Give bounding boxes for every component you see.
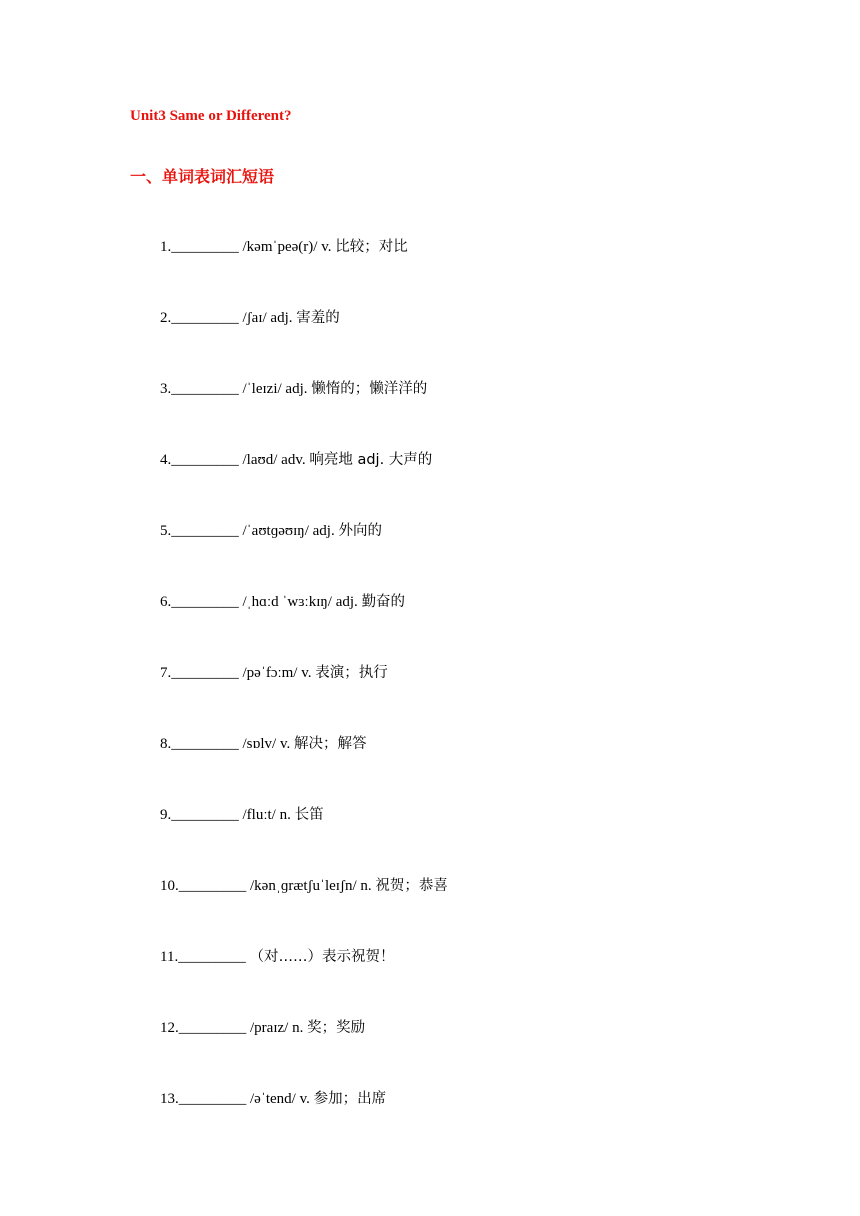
part-of-speech: v.: [301, 665, 312, 681]
item-number: 10.: [160, 878, 179, 894]
item-number: 9.: [160, 807, 172, 823]
meaning: 解决；解答: [293, 736, 367, 752]
meaning: 参加；出席: [313, 1091, 387, 1107]
unit-title: Unit3 Same or Different?: [130, 108, 292, 124]
phonetic: /kəmˈpeə(r)/: [242, 239, 318, 255]
phonetic: /əˈtend/: [250, 1091, 296, 1107]
list-item: [160, 378, 448, 449]
list-item: [160, 733, 448, 804]
item-number: 1.: [160, 239, 172, 255]
item-number: 7.: [160, 665, 172, 681]
phonetic: /praɪz/: [250, 1020, 289, 1036]
item-number: 12.: [160, 1020, 179, 1036]
phonetic: /pəˈfɔːm/: [242, 665, 298, 681]
item-number: 11.: [160, 949, 179, 965]
answer-blank: _________: [171, 381, 239, 397]
phonetic: /ʃaɪ/: [242, 310, 267, 326]
part-of-speech: adj.: [312, 523, 335, 539]
part-of-speech: adj.: [335, 594, 358, 610]
part-of-speech: adj.: [270, 310, 293, 326]
list-item: [160, 662, 448, 733]
phonetic: /sɒlv/: [242, 736, 277, 752]
meaning: 表演；执行: [315, 665, 388, 681]
part-of-speech: adv.: [281, 452, 306, 468]
list-item: [160, 875, 448, 946]
phonetic: /laʊd/: [242, 452, 278, 468]
answer-blank: _________: [178, 1091, 247, 1107]
list-item: [160, 449, 448, 520]
list-item: [160, 520, 448, 591]
part-of-speech: n.: [292, 1020, 304, 1036]
part-of-speech: v.: [299, 1091, 310, 1107]
answer-blank: _________: [171, 665, 239, 681]
answer-blank: _________: [171, 807, 239, 823]
list-item: [160, 307, 448, 378]
meaning: 害羞的: [296, 310, 340, 326]
list-item: [160, 804, 448, 875]
phonetic: /ˈleɪzi/: [242, 381, 282, 397]
item-number: 13.: [160, 1091, 179, 1107]
item-number: 4.: [160, 452, 172, 468]
answer-blank: _________: [171, 310, 239, 326]
answer-blank: _________: [171, 452, 239, 468]
meaning: 懒惰的；懒洋洋的: [311, 381, 428, 397]
item-number: 2.: [160, 310, 172, 326]
phonetic: /ˈaʊtɡəʊɪŋ/: [242, 523, 309, 539]
list-item: [160, 236, 448, 307]
meaning: 外向的: [338, 523, 382, 539]
answer-blank: _________: [178, 878, 247, 894]
list-item: [160, 591, 448, 662]
phonetic: /kənˌɡrætʃuˈleɪʃn/: [250, 878, 357, 894]
part-of-speech: adj.: [285, 381, 308, 397]
item-number: 3.: [160, 381, 172, 397]
meaning: （对……）表示祝贺！: [249, 949, 395, 965]
vocabulary-list: [160, 236, 448, 1159]
phonetic: /ˌhɑːd ˈwɜːkɪŋ/: [242, 594, 332, 610]
meaning: 勤奋的: [361, 594, 406, 610]
answer-blank: _________: [171, 594, 239, 610]
list-item: [160, 1017, 448, 1088]
list-item: [160, 946, 448, 1017]
part-of-speech: v.: [279, 736, 291, 752]
item-number: 8.: [160, 736, 172, 752]
item-number: 5.: [160, 523, 172, 539]
meaning: 奖；奖励: [307, 1020, 366, 1036]
section-heading: 一、单词表词汇短语: [130, 167, 275, 186]
meaning: 比较；对比: [335, 239, 408, 255]
meaning: 祝贺；恭喜: [375, 878, 448, 894]
part-of-speech: v.: [321, 239, 332, 255]
list-item: [160, 1088, 448, 1159]
phonetic: /fluːt/: [242, 807, 276, 823]
item-number: 6.: [160, 594, 172, 610]
meaning: 响亮地 adj. 大声的: [309, 452, 433, 468]
answer-blank: _________: [171, 239, 239, 255]
part-of-speech: n.: [360, 878, 372, 894]
answer-blank: _________: [178, 949, 246, 965]
answer-blank: _________: [171, 523, 239, 539]
meaning: 长笛: [294, 807, 324, 823]
answer-blank: _________: [178, 1020, 247, 1036]
answer-blank: _________: [171, 736, 239, 752]
part-of-speech: n.: [279, 807, 291, 823]
